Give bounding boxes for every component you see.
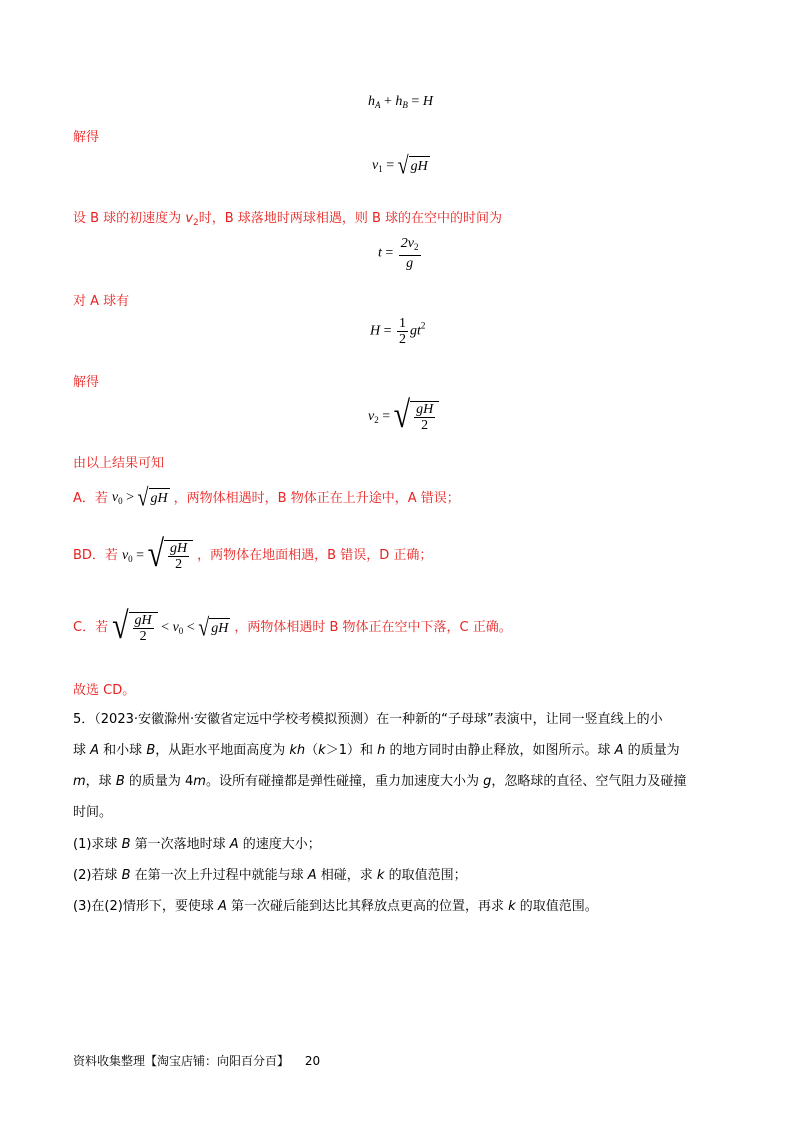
- sub-question-2: (2)若球 B 在第一次上升过程中就能与球 A 相碰，求 k 的取值范围；: [73, 868, 467, 883]
- equation-free-fall: H = $\frac{1}{2}$ $gt^2$: [370, 316, 426, 347]
- sub-question-3: (3)在(2)情形下，要使球 A 第一次碰后能到达比其释放点更高的位置，再求 k 的取值范围。: [73, 899, 598, 914]
- equation-v1: $v_1$ = √ gH: [372, 152, 428, 180]
- solution-label-1: 解得: [73, 130, 100, 145]
- solution-label-2: 解得: [73, 375, 100, 390]
- question-5-line-4: 时间。: [73, 805, 113, 820]
- equation-v2: $v_2$ = √ $\frac{gH}{2}$: [368, 401, 439, 433]
- question-5-line-2: 球 A 和小球 B，从距水平地面高度为 kh（k＞1）和 h 的地方同时由静止释放，如图所示。球 A 的质量为: [73, 743, 680, 758]
- option-bd-analysis: BD．若 $v_0$ = √ $\frac{gH}{2}$ ，两物体在地面相遇，B 错误，D 正确；: [73, 533, 433, 575]
- text-b-initial-velocity: 设 B 球的初速度为 $v_2$时，B 球落地时两球相遇，则 B 球的在空中的时间为: [73, 211, 502, 228]
- text-for-ball-a: 对 A 球有: [73, 294, 130, 309]
- answer-line: 故选 CD。: [73, 683, 136, 698]
- page-number: 20: [304, 1054, 321, 1068]
- text-conclusion: 由以上结果可知: [73, 456, 165, 471]
- question-5-line-3: m，球 B 的质量为 4m。设所有碰撞都是弹性碰撞，重力加速度大小为 g，忽略球的直径、空气阻力及碰撞: [73, 774, 687, 789]
- equation-heights-sum: $h_A + h_B = H$: [368, 94, 433, 110]
- sub-question-1: (1)求球 B 第一次落地时球 A 的速度大小；: [73, 837, 321, 852]
- question-5-line-1: 5．（2023·安徽滁州·安徽省定远中学校考模拟预测）在一种新的“子母球”表演中，让同一竖直线上的小: [73, 712, 663, 727]
- page-footer: [73, 1052, 320, 1069]
- footer-source: 资料收集整理【淘宝店铺：向阳百分百】: [73, 1054, 290, 1068]
- equation-time: t = $\frac{2v_2}{g}$: [378, 236, 419, 271]
- option-c-analysis: C．若 √ $\frac{gH}{2}$ < $v_0$ < √ gH ，两物体相遇时 B 物体正在空中下落，C 正确。: [73, 605, 512, 647]
- option-a-analysis: A．若 $v_0$ > √ gH ，两物体相遇时，B 物体正在上升途中，A 错误；: [73, 484, 460, 512]
